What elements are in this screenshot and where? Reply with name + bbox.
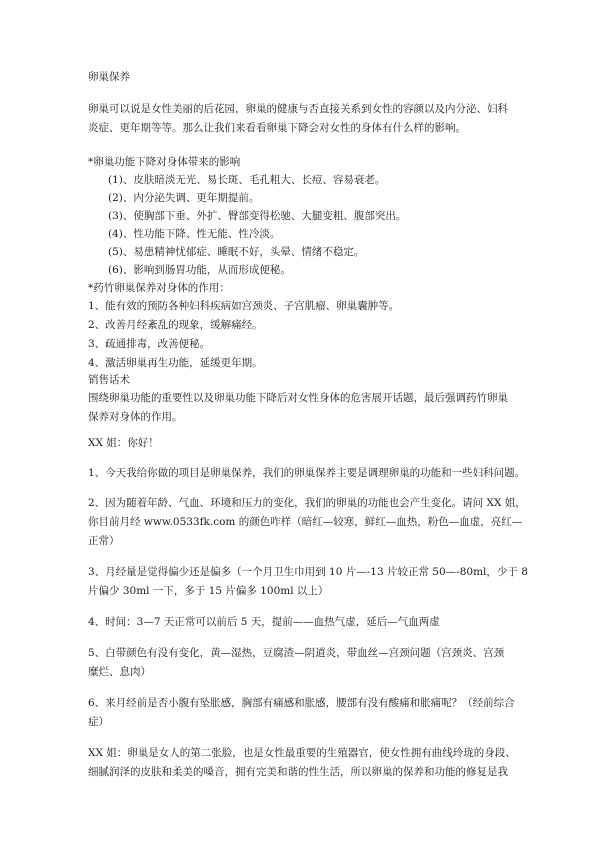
script-item-6-line-2: 症）: [88, 716, 109, 728]
decline-item-3: (3)、使胸部下垂、外扩、臀部变得松驰、大腿变粗、腹部突出。: [108, 210, 407, 222]
script-item-3-line-2: 片偏少 30ml 一下，多于 15 片偏多 100ml 以上）: [88, 585, 329, 597]
decline-item-1: (1)、皮肤暗淡无光、易长斑、毛孔粗大、长痘、容易衰老。: [108, 174, 386, 186]
sales-heading: 销售话术: [88, 374, 130, 386]
decline-item-6: (6)、影响到肠胃功能，从而形成便秘。: [108, 264, 291, 276]
decline-item-2: (2)、内分泌失调、更年期提前。: [108, 192, 260, 204]
sales-intro-line-2: 保养对身体的作用。: [88, 411, 183, 423]
greeting: XX 姐：你好！: [88, 437, 159, 449]
decline-item-4: (4)、性功能下降、性无能、性冷淡。: [108, 228, 281, 240]
decline-heading: *卵巢功能下降对身体带来的影响: [88, 156, 241, 168]
closing-line-1: XX 姐：卵巢是女人的第二张脸，也是女性最重要的生殖器官，使女性拥有曲线玲珑的身段、: [88, 747, 516, 759]
script-item-3-line-1: 3、月经量是觉得偏少还是偏多（一个月卫生巾用到 10 片—-13 片较正常 50—-80ml，少于 8: [88, 566, 528, 578]
doc-title: 卵巢保养: [88, 71, 130, 83]
benefit-item-4: 4、激活卵巢再生功能，延缓更年期。: [88, 357, 263, 369]
script-item-1: 1、今天我给你做的项目是卵巢保养，我们的卵巢保养主要是调理卵巢的功能和一些妇科问题。: [88, 467, 526, 479]
script-item-6-line-1: 6、来月经前是否小腹有坠胀感，胸部有痛感和胀感，腰部有没有酸痛和胀痛呢？（经前综合: [88, 697, 515, 709]
script-item-2-line-1: 2、因为随着年龄、气血、环境和压力的变化，我们的卵巢的功能也会产生变化。请问 XX 姐，: [88, 497, 526, 509]
script-item-2-line-2: 你目前月经 www.0533fk.com 的颜色咋样（暗红—较寒，鲜红—血热，粉色—血虚，亮红—: [88, 516, 523, 528]
intro-line-2: 炎症、更年期等等。那么让我们来看看卵巢下降会对女性的身体有什么样的影响。: [88, 122, 466, 134]
script-item-5-line-1: 5、白带颜色有没有变化，黄—湿热，豆腐渣—阴道炎，带血丝—宫颈问题（宫颈炎、宫颈: [88, 647, 505, 659]
intro-line-1: 卵巢可以说是女性美丽的后花园，卵巢的健康与否直接关系到女性的容颜以及内分泌、妇科: [88, 103, 508, 115]
script-item-5-line-2: 糜烂、息肉）: [88, 666, 151, 678]
script-item-4: 4、时间：3—7 天正常可以前后 5 天，提前——血热气虚，延后—气血两虚: [88, 616, 440, 628]
benefit-item-2: 2、改善月经紊乱的现象，缓解痛经。: [88, 319, 263, 331]
script-item-2-line-3: 正常）: [88, 535, 120, 547]
closing-line-2: 细腻润泽的皮肤和柔美的嗓音，拥有完美和谐的性生活，所以卵巢的保养和功能的修复是我: [88, 766, 508, 778]
benefit-heading: *药竹卵巢保养对身体的作用：: [88, 282, 230, 294]
decline-item-5: (5)、易患精神忧郁症、睡眠不好，头晕、情绪不稳定。: [108, 246, 365, 258]
benefit-item-3: 3、疏通排毒，改善便秘。: [88, 338, 211, 350]
benefit-item-1: 1、能有效的预防各种妇科疾病如宫颈炎、子宫肌瘤、卵巢囊肿等。: [88, 300, 400, 312]
sales-intro-line-1: 围绕卵巢功能的重要性以及卵巢功能下降后对女性身体的危害展开话题，最后强调药竹卵巢: [88, 392, 508, 404]
